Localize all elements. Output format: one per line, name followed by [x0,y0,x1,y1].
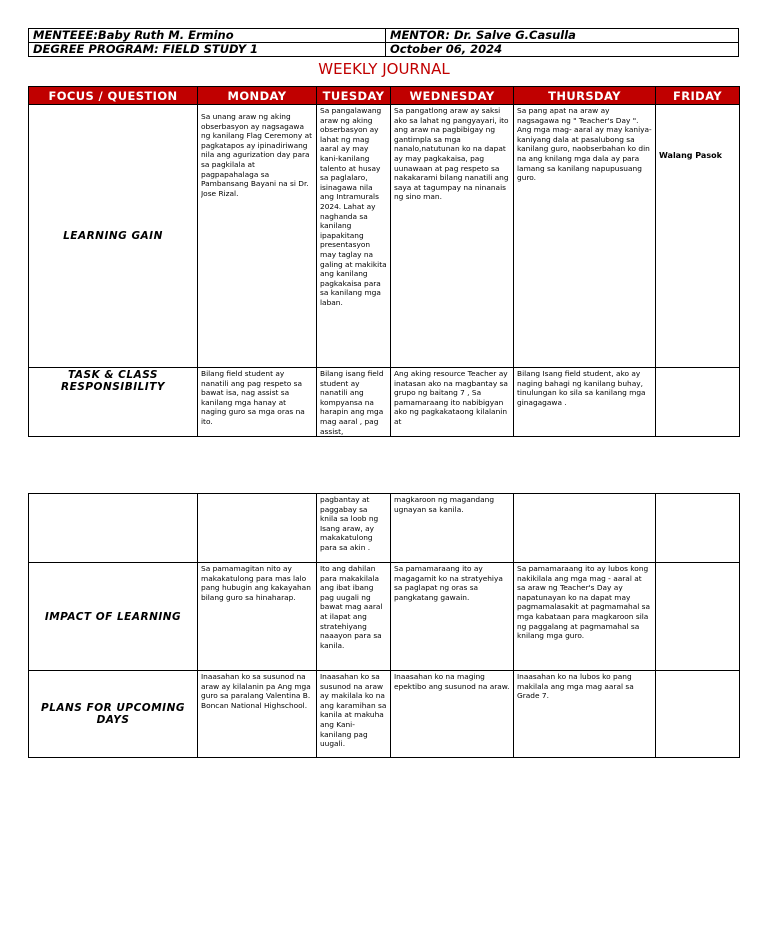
plans-tuesday [317,671,391,758]
cell-text: Inaasahan ko na maging epektibo ang susunod na araw. [394,672,510,691]
learning-gain-monday [198,105,317,368]
cell-text: Ang aking resource Teacher ay inatasan ako na magbantay sa grupo ng baitang 7 , Sa pamamaraang ito nabibigyan ako ng pagkakataong kilalanin at [394,369,508,426]
task-thursday [514,368,656,437]
task-wednesday [391,368,514,437]
plans-thursday [514,671,656,758]
learning-gain-thursday [514,105,656,368]
task-monday [198,368,317,437]
cell-text: Inaasahan ko sa susunod na araw ay kilalanin pa Ang mga guro sa paralang Valentina B. Boncan National Highschool. [201,672,311,710]
impact-friday [656,563,740,671]
row-label-learning-gain: LEARNING GAIN [29,105,198,368]
impact-tuesday [317,563,391,671]
row-label-plans: PLANS FOR UPCOMING DAYS [29,671,198,758]
task-cont-friday [656,494,740,563]
journal-table-page-1 [28,86,740,437]
column-header-wednesday: WEDNESDAY [391,87,514,105]
impact-thursday [514,563,656,671]
impact-wednesday [391,563,514,671]
mentor-name: MENTOR: Dr. Salve G.Casulla [386,29,739,43]
plans-monday [198,671,317,758]
cell-text: Sa pamamaraang ito ay lubos kong nakikilala ang mga mag - aaral at sa araw ng Teacher's Day ay napatunayan ko na dapat may pagmamalasakit at pagmamahal sa mga kabataan para magkaroon sila ng paggalang at pagmamahal sa knilang mga guro. [517,564,651,641]
cell-text: pagbantay at paggabay sa knila sa loob ng Isang araw, ay makakatulong para sa akin . [320,495,379,552]
header-table [28,28,739,57]
task-cont-monday [198,494,317,563]
impact-monday [198,563,317,671]
cell-text: Sa pamamagitan nito ay makakatulong para mas lalo pang hubugin ang kakayahan bilang guro sa hinaharap. [201,564,311,602]
task-cont-label [29,494,198,563]
cell-text: Bilang Isang field student, ako ay naging bahagi ng kanilang buhay, tinulungan ko sila sa kanilang mga ginagagawa . [517,369,646,407]
column-header-monday: MONDAY [198,87,317,105]
row-label-impact: IMPACT OF LEARNING [29,563,198,671]
journal-table-page-2 [28,493,740,758]
learning-gain-tuesday [317,105,391,368]
column-header-tuesday: TUESDAY [317,87,391,105]
cell-text: Sa unang araw ng aking obserbasyon ay nagsagawa ng kanilang Flag Ceremony at pagkatapos ay ipinadiriwang nila ang agurization day para sa pagkilala at pagpapahalaga sa Pambansang Bayani na si Dr. Jose Rizal. [201,112,313,198]
mentee-name: MENTEEE:Baby Ruth M. Ermino [29,29,386,43]
task-cont-wednesday [391,494,514,563]
cell-text: Sa pangatlong araw ay saksi ako sa lahat ng pangyayari, ito ang araw na pagbibigay ng gantimpla sa mga nanalo,natutunan ko na dapat ay may pagkakaisa, pag uunawaan at pag respeto sa nakakarami bilang nanatili ang saya at tagumpay na ninanais ng sino man. [394,106,509,202]
task-tuesday [317,368,391,437]
column-header-focus: FOCUS / QUESTION [29,87,198,105]
cell-text: Bilang isang field student ay nanatili ang kompyansa na harapin ang mga mag aaral , pag assist, [320,369,384,435]
table-row [29,105,740,368]
journal-date: October 06, 2024 [386,43,739,57]
cell-text: Inaasahan ko sa susunod na araw ay makilala ko na ang karamihan sa kanila at makuha ang Kani- kanilang pag uugali. [320,672,387,749]
degree-program: DEGREE PROGRAM: FIELD STUDY 1 [29,43,386,57]
cell-text: Sa pangalawang araw ng aking obserbasyon ay lahat ng mag aaral ay may kani-kanilang talento at husay sa paglalaro, isinagawa nila ang Intramurals 2024. Lahat ay naghanda sa kanilang ipapakitang presentasyon may taglay na galing at makikita ang kanilang pagkakaisa para sa kanilang mga laban. [320,106,387,307]
table-row [29,563,740,671]
cell-text: Ito ang dahilan para makakilala ang ibat ibang pag uugali ng bawat mag aaral at ilapat ang stratehiyang naaayon para sa kanila. [320,564,383,650]
plans-wednesday [391,671,514,758]
row-label-task: TASK & CLASS RESPONSIBILITY [29,368,198,437]
column-header-friday: FRIDAY [656,87,740,105]
table-row [29,671,740,758]
cell-text: Inaasahan ko na lubos ko pang makilala ang mga mag aaral sa Grade 7. [517,672,634,701]
cell-text: Sa pang apat na araw ay nagsagawa ng " Teacher's Day ". Ang mga mag- aaral ay may kaniya- kaniyang dala at pasalubong sa kanilang guro, naobserbahan ko din na ang knilang mga dala ay para lamang sa kanilang napupusuang guro. [517,106,652,183]
cell-text: Sa pamamaraang ito ay magagamit ko na stratyehiya sa paglapat ng oras sa pangkatang gawain. [394,564,503,602]
learning-gain-friday: Walang Pasok [656,105,740,368]
page-title: WEEKLY JOURNAL [318,60,450,78]
column-header-thursday: THURSDAY [514,87,656,105]
learning-gain-wednesday [391,105,514,368]
task-cont-thursday [514,494,656,563]
task-cont-tuesday [317,494,391,563]
plans-friday [656,671,740,758]
task-friday [656,368,740,437]
table-row [29,494,740,563]
table-row [29,368,740,437]
cell-text: magkaroon ng magandang ugnayan sa kanila. [394,495,495,514]
cell-text: Bilang field student ay nanatili ang pag respeto sa bawat isa, nag assist sa kanilang mga hanay at naging guro sa mga oras na ito. [201,369,305,426]
